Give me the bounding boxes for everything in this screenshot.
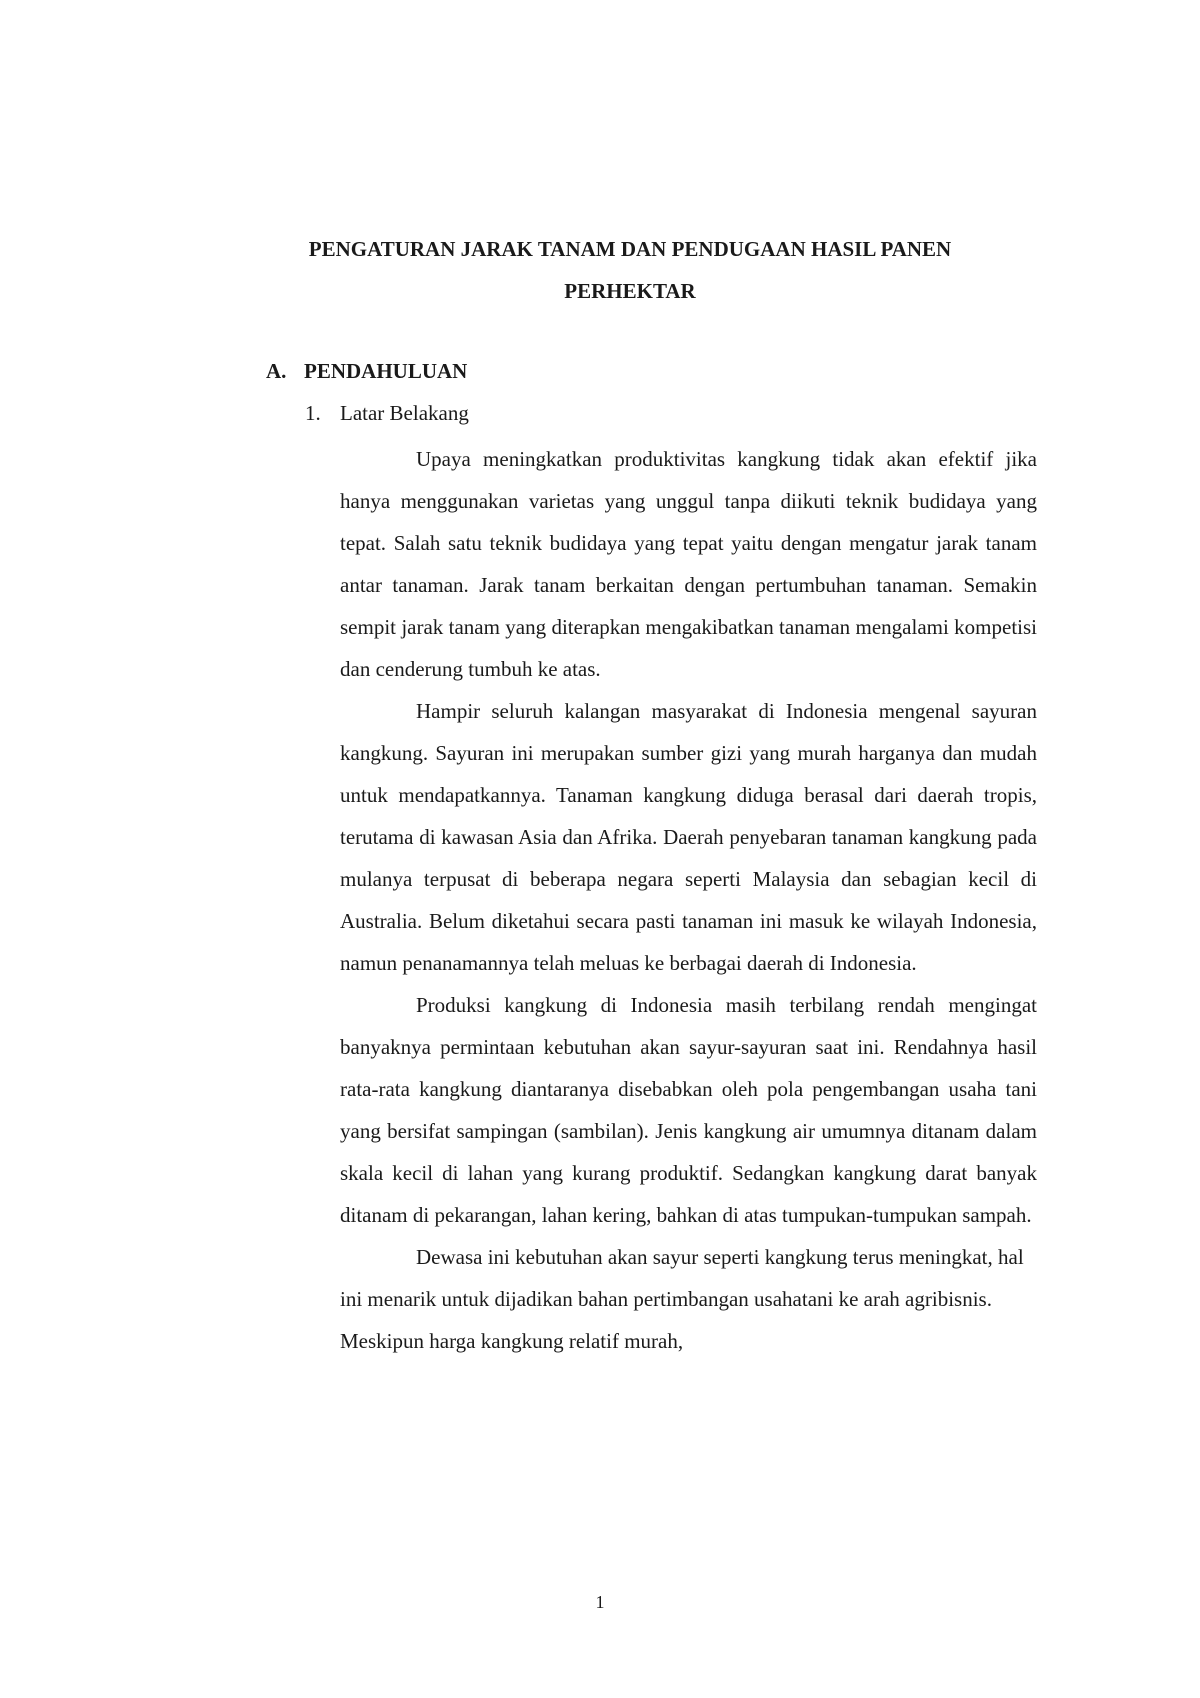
body-text	[340, 438, 1037, 1362]
subsection-heading	[305, 398, 469, 428]
paragraph: Upaya meningkatkan produktivitas kangkung tidak akan efektif jika hanya menggunakan varietas yang unggul tanpa diikuti teknik budidaya yang tepat. Salah satu teknik budidaya yang tepat yaitu dengan mengatur jarak tanam antar tanaman. Jarak tanam berkaitan dengan pertumbuhan tanaman. Semakin sempit jarak tanam yang diterapkan mengakibatkan tanaman mengalami kompetisi dan cenderung tumbuh ke atas.	[340, 447, 1037, 681]
paragraph: Produksi kangkung di Indonesia masih terbilang rendah mengingat banyaknya permintaan kebutuhan akan sayur-sayuran saat ini. Rendahnya hasil rata-rata kangkung diantaranya disebabkan oleh pola pengembangan usaha tani yang bersifat sampingan (sambilan). Jenis kangkung air umumnya ditanam dalam skala kecil di lahan yang kurang produktif. Sedangkan kangkung darat banyak ditanam di pekarangan, lahan kering, bahkan di atas tumpukan-tumpukan sampah.	[340, 993, 1037, 1227]
subsection-number: 1.	[305, 401, 321, 425]
document-title	[200, 228, 1060, 312]
title-line-2: PERHEKTAR	[564, 279, 696, 303]
title-line-1: PENGATURAN JARAK TANAM DAN PENDUGAAN HASIL PANEN	[308, 237, 952, 261]
page-number: 1	[595, 1592, 605, 1612]
paragraph: Hampir seluruh kalangan masyarakat di Indonesia mengenal sayuran kangkung. Sayuran ini merupakan sumber gizi yang murah harganya dan mudah untuk mendapatkannya. Tanaman kangkung diduga berasal dari daerah tropis, terutama di kawasan Asia dan Afrika. Daerah penyebaran tanaman kangkung pada mulanya terpusat di beberapa negara seperti Malaysia dan sebagian kecil di Australia. Belum diketahui secara pasti tanaman ini masuk ke wilayah Indonesia, namun penanamannya telah meluas ke berbagai daerah di Indonesia.	[340, 699, 1037, 975]
subsection-label: Latar Belakang	[340, 401, 469, 425]
paragraph: Dewasa ini kebutuhan akan sayur seperti kangkung terus meningkat, hal ini menarik untuk dijadikan bahan pertimbangan usahatani ke arah agribisnis. Meskipun harga kangkung relatif murah,	[340, 1245, 1024, 1353]
section-heading	[266, 356, 467, 386]
section-label: PENDAHULUAN	[304, 359, 468, 383]
section-letter: A.	[266, 359, 287, 383]
